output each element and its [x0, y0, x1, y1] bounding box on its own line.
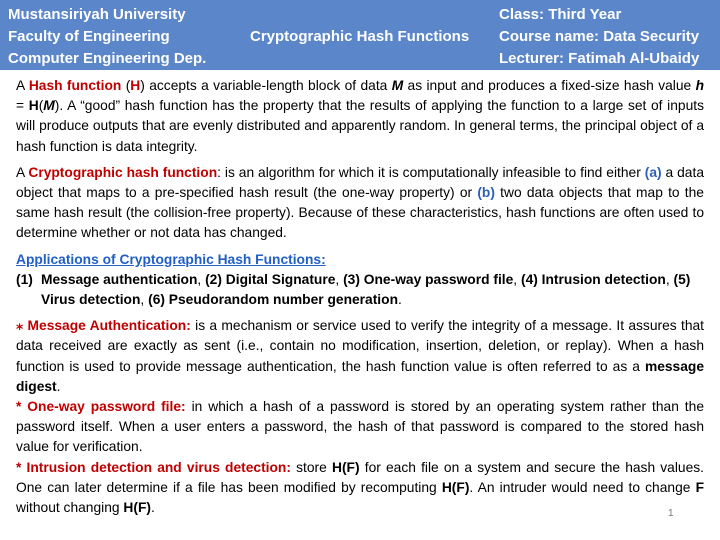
term-hash-function: Hash function — [28, 78, 122, 93]
slide-content — [16, 76, 704, 518]
intrusion-detection-paragraph: * Intrusion detection and virus detection: store H(F) for each file on a system and secure the hash values. One can later determine if a file has been modified by recomputing H(F). An intruder would need to change F without changing H(F). — [16, 459, 705, 516]
applications-items: Message authentication, (2) Digital Signature, (3) One-way password file, (4) Intrusion detection, (5) Virus detection, (6) Pseudorandom number generation. — [41, 271, 691, 308]
applications-list — [16, 270, 704, 310]
university-name: Mustansiriyah University — [8, 6, 186, 23]
bullet-icon: ⁎ — [16, 318, 24, 334]
message-authentication-paragraph: ⁎ Message Authentication: is a mechanism or service used to verify the integrity of a message. It assures that data received are exactly as sent (i.e., contain no modification, insertion, deletion, or replay). When a hash function is used to provide message authentication, the hash function value is often referred to as a message digest. — [16, 318, 704, 394]
page-number: 1 — [668, 508, 674, 519]
lecturer-label: Lecturer: Fatimah Al-Ubaidy — [499, 50, 700, 67]
header-banner — [0, 0, 720, 70]
hash-function-paragraph: A Hash function (H) accepts a variable-length block of data M as input and produces a fixed-size hash value h = H(M). A “good” hash function has the property that the results of applying the function to a large set of inputs will produce outputs that are evenly distributed and apparently random. In general terms, the principal object of a hash function is data integrity. — [16, 78, 704, 154]
class-label: Class: Third Year — [499, 6, 622, 23]
applications-heading: Applications of Cryptographic Hash Functions: — [16, 251, 326, 267]
term-crypto-hash: Cryptographic hash function — [28, 164, 218, 180]
department-name: Computer Engineering Dep. — [8, 50, 207, 67]
list-number: (1) — [16, 271, 33, 287]
crypto-hash-paragraph: A Cryptographic hash function: is an algorithm for which it is computationally infeasible to find either (a) a data object that maps to a pre-specified hash result (the one-way property) or (b) two data objects that map to the same hash result (the collision-free property). Because of these characteristics, hash functions are often used to determine whether or not data has changed. — [16, 164, 704, 241]
slide-topic: Cryptographic Hash Functions — [250, 28, 470, 45]
faculty-name: Faculty of Engineering — [8, 28, 170, 45]
password-file-paragraph: * One-way password file: in which a hash of a password is stored by an operating system rather than the password itself. When a user enters a password, the hash of that password is compared to the stored hash value for verification. — [16, 399, 704, 455]
course-label: Course name: Data Security — [499, 28, 700, 45]
